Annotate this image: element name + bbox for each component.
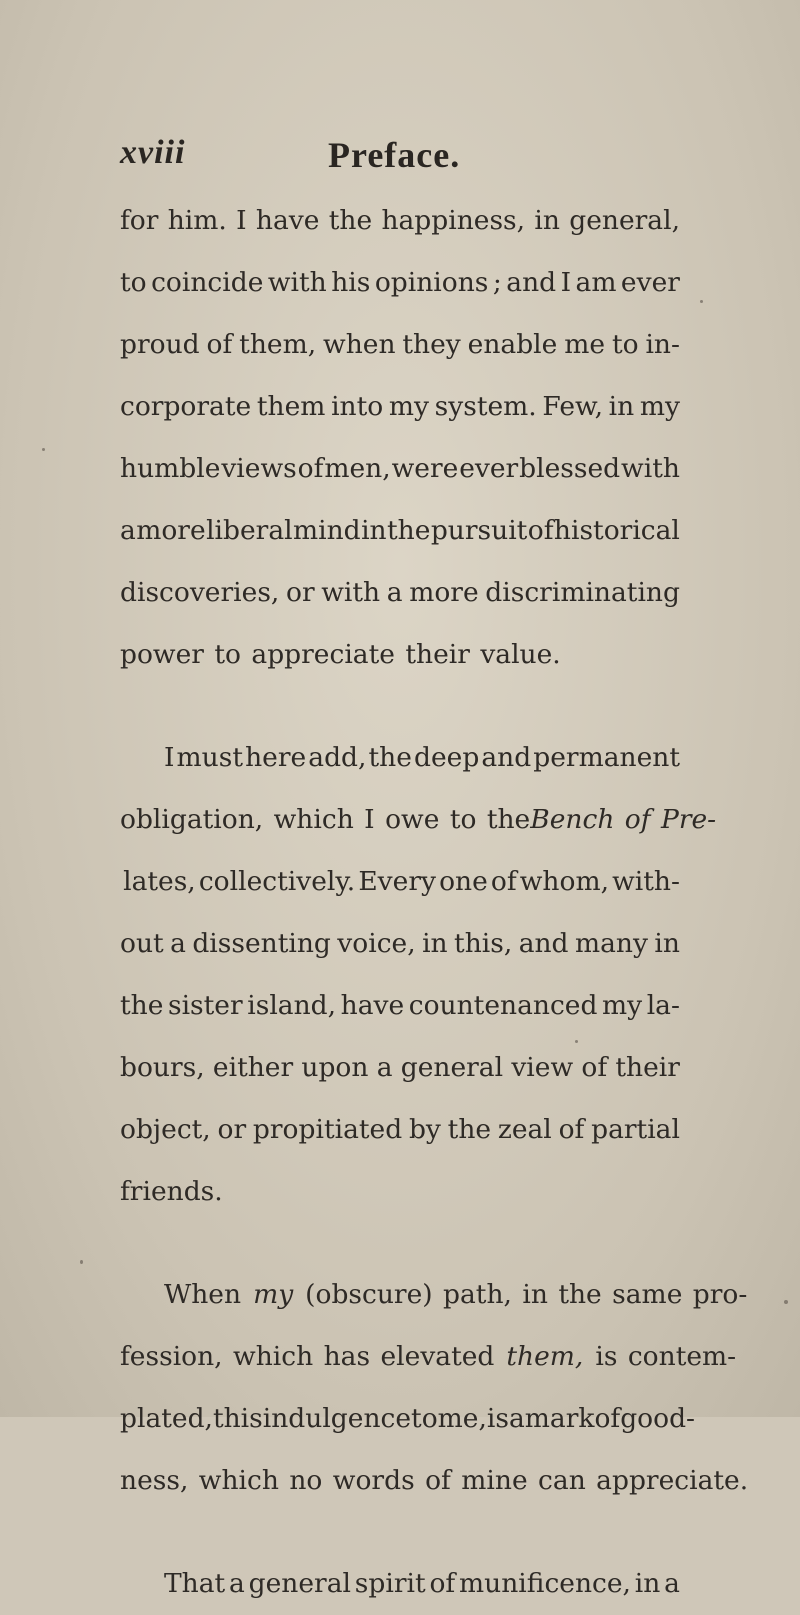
text-line-with-italic <box>120 1264 748 1326</box>
word: and <box>481 742 532 773</box>
word: in <box>634 1568 661 1599</box>
word: munificence, <box>459 1568 631 1599</box>
word: mind <box>293 515 361 546</box>
word: opinions <box>374 267 489 298</box>
running-title: Preface. <box>328 135 461 175</box>
word: Every <box>358 866 436 897</box>
word: this, <box>454 928 513 959</box>
word: in <box>654 928 680 959</box>
word: have <box>340 990 405 1021</box>
word: lates, <box>123 866 196 897</box>
body-text <box>120 190 749 1615</box>
text-line <box>120 314 680 376</box>
word: proud <box>120 329 200 360</box>
word: and <box>506 267 557 298</box>
word: the <box>120 990 164 1021</box>
word: a <box>376 1052 393 1083</box>
word: my <box>388 391 429 422</box>
word: men, <box>324 453 391 484</box>
word: have <box>255 205 320 236</box>
word: view <box>511 1052 574 1083</box>
word: I <box>236 205 247 236</box>
word: one <box>439 866 488 897</box>
word: bours, <box>120 1052 205 1083</box>
word: blessed <box>519 453 621 484</box>
word: of <box>581 1052 608 1083</box>
text-segment: fession, which has elevated <box>120 1341 495 1372</box>
word: of <box>297 453 324 484</box>
word: to <box>120 267 147 298</box>
word: That <box>164 1568 226 1599</box>
text-line: power to appreciate their value. <box>120 639 561 670</box>
word: must <box>176 742 243 773</box>
text-line: friends. <box>120 1176 223 1207</box>
word: general <box>248 1568 351 1599</box>
word: when <box>323 329 396 360</box>
word: general, <box>569 205 680 236</box>
word: Few, <box>542 391 603 422</box>
word: historical <box>553 515 680 546</box>
paper-speck <box>575 1040 578 1043</box>
word: the <box>447 1114 492 1145</box>
word: many <box>574 928 648 959</box>
text-line <box>120 913 680 975</box>
word: a <box>120 515 136 546</box>
text-segment: (obscure) path, in the same pro- <box>305 1279 748 1310</box>
word: or <box>285 577 315 608</box>
paper-speck <box>80 1260 83 1264</box>
word: him. <box>167 205 227 236</box>
word: of <box>206 329 233 360</box>
text-line <box>120 1037 680 1099</box>
word: for <box>120 205 159 236</box>
word: me, <box>437 1403 487 1434</box>
word: views <box>221 453 297 484</box>
word: by <box>408 1114 441 1145</box>
word: the <box>387 515 431 546</box>
text-line-with-italic <box>120 789 717 851</box>
word: with <box>267 267 327 298</box>
word: sister <box>167 990 243 1021</box>
word: a <box>508 1403 525 1434</box>
word: discoveries, <box>120 577 280 608</box>
word: out <box>120 928 164 959</box>
page-header <box>120 134 680 184</box>
word: discriminating <box>485 577 680 608</box>
word: mark <box>524 1403 595 1434</box>
text-line-with-italic <box>120 1326 737 1388</box>
word: to <box>411 1403 438 1434</box>
word: them, <box>239 329 317 360</box>
word: plated,this <box>120 1403 263 1434</box>
word: is <box>486 1403 509 1434</box>
word: permanent <box>533 742 680 773</box>
text-segment: is contem- <box>595 1341 737 1372</box>
word: a <box>170 928 186 959</box>
text-line <box>120 500 680 562</box>
word: happiness, <box>381 205 526 236</box>
text-line-with-italic <box>120 851 680 913</box>
text-line <box>120 376 680 438</box>
word: a <box>229 1568 245 1599</box>
paragraph-1 <box>120 190 680 686</box>
word: or <box>217 1114 247 1145</box>
word: more <box>136 515 206 546</box>
text-line <box>120 190 680 252</box>
word: my <box>639 391 680 422</box>
word: propitiated <box>252 1114 403 1145</box>
word: add, <box>308 742 367 773</box>
word: in <box>608 391 635 422</box>
word: good- <box>620 1403 696 1434</box>
word: I <box>164 742 175 773</box>
word: here <box>245 742 307 773</box>
text-line <box>120 1388 696 1450</box>
page-number: xviii <box>120 134 186 171</box>
word: them <box>256 391 326 422</box>
paper-speck <box>784 1300 788 1304</box>
text-line: ness, which no words of mine can appreciate. <box>120 1465 749 1496</box>
text-line <box>120 1553 680 1615</box>
text-line <box>120 727 680 789</box>
word: deep <box>413 742 480 773</box>
word: dissenting <box>192 928 331 959</box>
word: my <box>602 990 643 1021</box>
word: of <box>594 1403 621 1434</box>
paragraph-3 <box>120 1264 749 1512</box>
italic-word: them, <box>506 1341 584 1372</box>
word: island, <box>247 990 337 1021</box>
italic-word: my <box>253 1279 294 1310</box>
word: ; <box>492 267 502 298</box>
word: either <box>212 1052 294 1083</box>
word: la- <box>646 990 680 1021</box>
word: of <box>490 866 517 897</box>
text-line <box>120 1099 680 1161</box>
text-segment: When <box>164 1279 242 1310</box>
word: with <box>621 453 680 484</box>
text-line <box>120 975 680 1037</box>
word: the <box>328 205 373 236</box>
italic-phrase: Bench of Pre- <box>530 804 717 835</box>
word: system. <box>434 391 537 422</box>
word: the <box>368 742 412 773</box>
word: a <box>386 577 403 608</box>
text-line <box>120 562 680 624</box>
word: and <box>518 928 569 959</box>
paper-speck <box>42 448 45 451</box>
word: coincide <box>151 267 264 298</box>
word: object, <box>120 1114 211 1145</box>
word: indulgence <box>262 1403 412 1434</box>
word: countenanced <box>408 990 598 1021</box>
word: whom, <box>519 866 609 897</box>
word: were <box>391 453 459 484</box>
word: partial <box>591 1114 680 1145</box>
word: in <box>422 928 448 959</box>
word: with <box>321 577 381 608</box>
word: with- <box>612 866 680 897</box>
word: ever <box>459 453 519 484</box>
word: in <box>361 515 387 546</box>
text-line <box>120 438 680 500</box>
word: corporate <box>120 391 252 422</box>
text-line <box>120 252 680 314</box>
word: ever <box>620 267 680 298</box>
word: humble <box>120 453 221 484</box>
paragraph-2 <box>120 727 717 1223</box>
word: me <box>564 329 606 360</box>
word: am <box>575 267 617 298</box>
word: general <box>400 1052 504 1083</box>
word: I <box>560 267 572 298</box>
word: collectively. <box>198 866 356 897</box>
word: their <box>615 1052 680 1083</box>
word: of <box>558 1114 585 1145</box>
word: into <box>331 391 384 422</box>
paper-speck <box>700 300 703 303</box>
word: a <box>664 1568 680 1599</box>
text-segment: obligation, which I owe to the <box>120 804 531 835</box>
word: in <box>534 205 560 236</box>
paragraph-4 <box>120 1553 680 1615</box>
word: of <box>527 515 554 546</box>
word: liberal <box>206 515 293 546</box>
word: his <box>331 267 371 298</box>
word: enable <box>467 329 558 360</box>
word: more <box>409 577 479 608</box>
word: voice, <box>337 928 416 959</box>
word: upon <box>301 1052 369 1083</box>
word: spirit <box>354 1568 426 1599</box>
word: in- <box>645 329 680 360</box>
word: to <box>611 329 639 360</box>
word: pursuit <box>430 515 528 546</box>
word: they <box>402 329 461 360</box>
word: of <box>429 1568 456 1599</box>
word: zeal <box>497 1114 552 1145</box>
